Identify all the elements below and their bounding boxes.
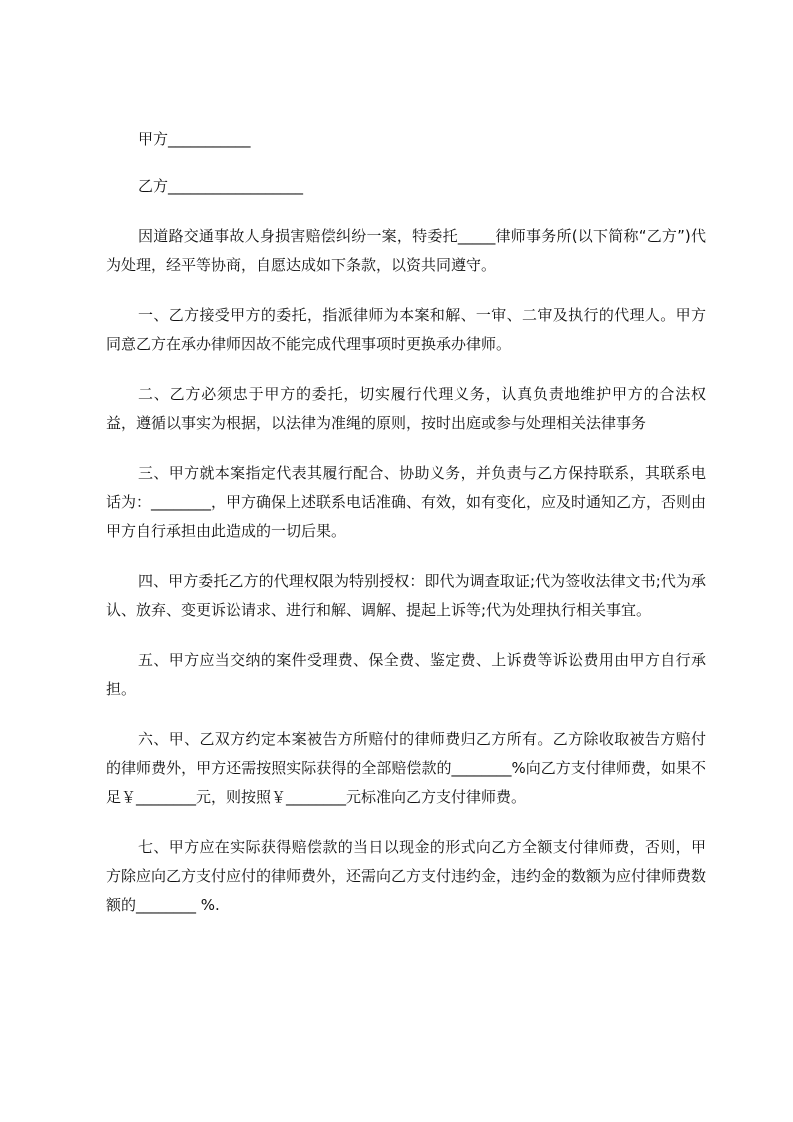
clause-6-paragraph: 六、甲、乙双方约定本案被告方所赔付的律师费归乙方所有。乙方除收取被告方赔付的律师费外，甲方还需按照实际获得的全部赔偿款的________%向乙方支付律师费，如果不足￥________元，则按照￥________元标准向乙方支付律师费。 bbox=[106, 730, 706, 806]
clause-7-paragraph: 七、甲方应在实际获得赔偿款的当日以现金的形式向乙方全额支付律师费，否则，甲方除应向乙方支付应付的律师费外，还需向乙方支付违约金，违约金的数额为应付律师费数额的________ %. bbox=[106, 838, 707, 914]
party-a-line: 甲方___________ bbox=[138, 130, 251, 148]
clause-2-paragraph: 二、乙方必须忠于甲方的委托，切实履行代理义务，认真负责地维护甲方的合法权益，遵循以事实为根据，以法律为准绳的原则，按时出庭或参与处理相关法律事务 bbox=[106, 385, 706, 432]
clause-5-paragraph: 五、甲方应当交纳的案件受理费、保全费、鉴定费、上诉费等诉讼费用由甲方自行承担。 bbox=[106, 651, 706, 698]
clause-4-paragraph: 四、甲方委托乙方的代理权限为特别授权：即代为调查取证;代为签收法律文书;代为承认、放弃、变更诉讼请求、进行和解、调解、提起上诉等;代为处理执行相关事宜。 bbox=[106, 572, 706, 619]
clause-3-paragraph: 三、甲方就本案指定代表其履行配合、协助义务，并负责与乙方保持联系，其联系电话为：________，甲方确保上述联系电话准确、有效，如有变化，应及时通知乙方，否则由甲方自行承担由此造成的一切后果。 bbox=[106, 464, 707, 540]
document-body bbox=[106, 124, 706, 920]
clause-1-paragraph: 一、乙方接受甲方的委托，指派律师为本案和解、一审、二审及执行的代理人。甲方同意乙方在承办律师因故不能完成代理事项时更换承办律师。 bbox=[106, 306, 706, 353]
intro-paragraph: 因道路交通事故人身损害赔偿纠纷一案，特委托_____律师事务所(以下简称“乙方”)代为处理，经平等协商，自愿达成如下条款，以资共同遵守。 bbox=[106, 227, 706, 274]
party-b-line: 乙方__________________ bbox=[138, 177, 304, 195]
